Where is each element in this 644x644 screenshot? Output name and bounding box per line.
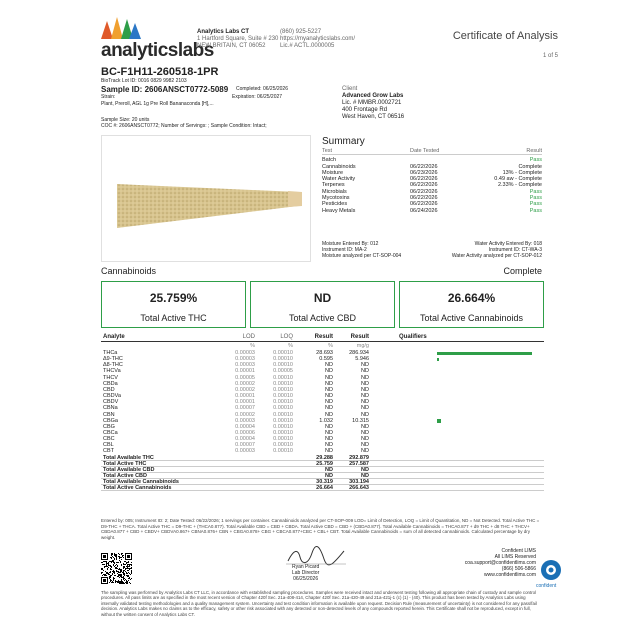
analyte-table-body: [101, 350, 544, 518]
analyte-mg: ND: [361, 393, 369, 400]
analyte-name: CBC: [103, 436, 115, 443]
total-cbd-value: ND: [313, 291, 332, 305]
analyte-result: 1.032: [319, 417, 333, 424]
wateract-instrument: Instrument ID: CT-WA-3: [488, 247, 542, 253]
analyte-result: ND: [325, 374, 333, 381]
analyte-result: ND: [325, 386, 333, 393]
qualifier-bar: [437, 358, 439, 362]
analyte-lod: 0.00006: [235, 429, 255, 436]
unit-mg: mg/g: [356, 343, 369, 349]
analyte-result: ND: [325, 423, 333, 430]
analyte-name: CBDa: [103, 380, 118, 387]
analyte-result: ND: [325, 429, 333, 436]
unit-result: %: [328, 343, 333, 349]
analyte-loq: 0.00010: [273, 356, 293, 363]
total-result: 29.288: [316, 454, 333, 461]
summary-result: Complete: [518, 163, 542, 170]
summary-result: Pass: [529, 201, 542, 208]
signer-title: Lab Director: [292, 570, 320, 576]
analyte-name: THCV: [103, 374, 118, 381]
summary-test: Batch: [322, 157, 337, 164]
confident-contact: [465, 548, 536, 578]
cannabinoids-status: Complete: [503, 266, 542, 276]
summary-result: Pass: [529, 195, 542, 202]
total-name: Total Active THC: [103, 460, 147, 467]
analyte-name: CBN: [103, 411, 115, 418]
analyte-lod: 0.00004: [235, 423, 255, 430]
summary-rows: [322, 157, 542, 214]
biotrack-lot: BioTrack Lot ID: 0016 0829 9982 2103: [101, 78, 187, 84]
lab-phone: (860) 925-5227: [280, 29, 322, 35]
summary-test: Moisture: [322, 169, 344, 176]
analyte-lod: 0.00004: [235, 436, 255, 443]
summary-result: Pass: [529, 157, 542, 164]
analyte-mg: ND: [361, 386, 369, 393]
analyte-lod: 0.00003: [235, 362, 255, 369]
confident-logo-icon: [540, 559, 562, 581]
analyte-result: ND: [325, 405, 333, 412]
batch-id: BC-F1H11-260518-1PR: [101, 66, 219, 78]
header-result-pct: Result: [314, 334, 333, 340]
analyte-name: CBT: [103, 448, 114, 455]
analyte-mg: 5.946: [355, 356, 369, 363]
logo-icon: [101, 17, 141, 39]
sample-id: Sample ID: 2606ANSCT0772-5089: [101, 85, 229, 94]
analyte-lod: 0.00003: [235, 356, 255, 363]
analyte-name: CBD: [103, 386, 115, 393]
analyte-name: CBGa: [103, 417, 118, 424]
analyte-mg: ND: [361, 442, 369, 449]
total-cannabinoids-label: Total Active Cannabinoids: [419, 313, 524, 323]
analyte-loq: 0.00010: [273, 411, 293, 418]
summary-header-test: Test: [322, 148, 333, 154]
analyte-name: CBNa: [103, 405, 118, 412]
lab-address-line1: 1 Hartford Square, Suite # 230: [197, 36, 279, 42]
lab-website[interactable]: https://myanalyticslabs.com/: [280, 36, 356, 42]
client-address-line1: 400 Frontage Rd: [342, 107, 388, 113]
analyte-mg: ND: [361, 448, 369, 455]
total-mg: 266.643: [349, 485, 369, 492]
header-result-mg: Result: [350, 334, 369, 340]
preroll-image: [102, 136, 312, 263]
total-mg: ND: [361, 473, 369, 479]
total-thc-value: 25.759%: [149, 291, 198, 305]
confident-email[interactable]: coa.support@confidentlims.com: [464, 560, 536, 566]
analyte-result: 28.693: [316, 350, 333, 356]
unit-loq: %: [288, 343, 293, 349]
analyte-name: CBDV: [103, 399, 119, 406]
total-cbd-box: [250, 281, 395, 328]
analyte-loq: 0.00010: [273, 448, 293, 455]
analyte-mg: ND: [361, 380, 369, 387]
confident-website[interactable]: www.confidentlims.com: [484, 572, 536, 578]
summary-result: Pass: [529, 207, 542, 214]
total-mg: 292.879: [349, 454, 369, 461]
analyte-loq: 0.00005: [273, 368, 293, 375]
total-thc-label: Total Active THC: [140, 313, 207, 323]
analyte-mg: ND: [361, 362, 369, 369]
analyte-lod: 0.00003: [235, 417, 255, 424]
summary-result: 2.33% - Complete: [497, 182, 542, 189]
total-row: [101, 485, 544, 491]
analyte-loq: 0.00010: [273, 399, 293, 406]
header-qualifiers: Qualifiers: [399, 334, 427, 340]
analyte-lod: 0.00002: [235, 386, 255, 393]
analyte-result: ND: [325, 380, 333, 387]
analyte-mg: ND: [361, 368, 369, 375]
analyte-name: CBL: [103, 442, 114, 449]
analyte-lod: 0.00002: [235, 380, 255, 387]
total-name: Total Available CBD: [103, 466, 155, 473]
summary-test: Water Activity: [322, 176, 356, 183]
analyte-result: 0.595: [319, 356, 333, 363]
document-title: Certificate of Analysis: [452, 30, 558, 42]
product-description: Plant, Preroll, AGL 1g Pre Roll Bananaconda [H],...: [101, 101, 214, 107]
analyte-result: ND: [325, 448, 333, 455]
client-label: Client: [342, 86, 358, 92]
summary-result: 0.49 aw - Complete: [494, 176, 542, 183]
signature-block: [292, 564, 319, 582]
client-address-line2: West Haven, CT 06516: [342, 114, 405, 120]
analyte-lod: 0.00003: [235, 350, 255, 356]
expiration-date: Expiration: 06/25/2027: [232, 94, 283, 100]
header-loq: LOQ: [280, 334, 293, 340]
lab-contact: [280, 29, 355, 50]
total-cbd-label: Total Active CBD: [288, 313, 357, 323]
summary-result: 13% - Complete: [502, 169, 542, 176]
total-result: 26.664: [316, 485, 333, 492]
summary-test: Microbials: [322, 188, 347, 195]
analyte-loq: 0.00010: [273, 405, 293, 412]
total-result: ND: [325, 466, 333, 473]
analyte-mg: 286.934: [349, 350, 369, 356]
wateract-method: Water Activity analyzed per CT-SOP-012: [451, 253, 542, 259]
analyte-lod: 0.00001: [235, 368, 255, 375]
header-lod: LOD: [242, 334, 255, 340]
summary-table: [322, 148, 542, 214]
analyte-loq: 0.00010: [273, 362, 293, 369]
total-thc-box: [101, 281, 246, 328]
summary-test: Cannabinoids: [322, 163, 356, 170]
analyte-mg: ND: [361, 399, 369, 406]
summary-test: Pesticides: [322, 201, 348, 208]
analyte-mg: ND: [361, 429, 369, 436]
signature-date: 06/25/2026: [293, 576, 319, 582]
analyte-result: ND: [325, 411, 333, 418]
total-name: Total Available Cannabinoids: [103, 479, 179, 486]
analyte-name: CBCa: [103, 429, 118, 436]
total-result: 30.319: [316, 479, 333, 486]
qualifier-bar: [437, 352, 532, 356]
analyte-mg: ND: [361, 436, 369, 443]
analyte-result: ND: [325, 362, 333, 369]
lab-license: Lic.# ACTL.0000005: [280, 43, 335, 49]
analyte-mg: ND: [361, 423, 369, 430]
summary-result: Pass: [529, 188, 542, 195]
analyte-result: ND: [325, 442, 333, 449]
analyte-units-row: [101, 343, 544, 349]
analyte-name: THCa: [103, 350, 118, 356]
summary-header-result: Result: [526, 148, 542, 154]
analyte-loq: 0.00010: [273, 436, 293, 443]
analyte-name: CBG: [103, 423, 115, 430]
analyte-name: Δ8-THC: [103, 362, 123, 369]
moisture-info: [322, 241, 401, 259]
analyte-loq: 0.00010: [273, 350, 293, 356]
moisture-instrument: Instrument ID: MA-2: [322, 247, 367, 253]
analyte-lod: 0.00003: [235, 448, 255, 455]
summary-test: Terpenes: [322, 182, 345, 189]
water-activity-info: [452, 241, 542, 259]
analyte-result: ND: [325, 399, 333, 406]
logo-wordmark: analyticslabs: [101, 40, 214, 61]
signer-name: Ryan Picard: [292, 564, 320, 570]
chain-of-custody: COC #: 2606ANSCT0772; Number of Servings: ; Sample Condition: Intact;: [101, 123, 267, 129]
lab-name: Analytics Labs CT: [197, 29, 250, 35]
summary-header: [322, 148, 542, 155]
client-info: [342, 86, 404, 121]
summary-date: 06/22/2026: [410, 182, 438, 189]
summary-date: 06/22/2026: [410, 188, 438, 195]
summary-title: Summary: [322, 136, 365, 147]
analyte-loq: 0.00010: [273, 374, 293, 381]
product-photo: [101, 135, 311, 262]
summary-date: 06/22/2026: [410, 201, 438, 208]
qualifier-bar: [437, 419, 441, 423]
confident-phone: (866) 506-5866: [501, 566, 536, 572]
analyte-loq: 0.00010: [273, 429, 293, 436]
total-name: Total Active Cannabinoids: [103, 485, 172, 492]
moisture-entered-by: Moisture Entered By: 012: [322, 241, 379, 247]
summary-date: 06/22/2026: [410, 176, 438, 183]
summary-date: 06/23/2026: [410, 169, 438, 176]
analyte-loq: 0.00010: [273, 380, 293, 387]
analyte-mg: ND: [361, 411, 369, 418]
analyte-loq: 0.00010: [273, 442, 293, 449]
summary-date: 06/22/2026: [410, 163, 438, 170]
analyte-lod: 0.00007: [235, 442, 255, 449]
total-mg: 303.194: [349, 479, 369, 486]
analyte-name: Δ9-THC: [103, 356, 123, 363]
analyte-loq: 0.00010: [273, 393, 293, 400]
analyte-lod: 0.00007: [235, 405, 255, 412]
confident-lims-label: Confident LIMS: [501, 548, 536, 554]
lab-info: [197, 29, 278, 50]
summary-header-date: Date Tested: [410, 148, 440, 154]
wateract-entered-by: Water Activity Entered By: 018: [474, 241, 542, 247]
summary-date: 06/24/2026: [410, 207, 438, 214]
total-cannabinoids-box: [399, 281, 544, 328]
disclaimer: The sampling was performed by Analytics Labs CT LLC, in accordance with established sampling procedures. Samples were received intact and underwent testing following all appropriate chain of custody and sample control procedures. All pass limits are as specified in the most recent version of Chapter 420f Sec. 21a-408-414, Chapter 420f Sec. 21a-420-49 and 21a-421j-1 (c) (1) - (40). This product has been tested by Analytics Labs using internally validated testing methodologies and a quality management system. Uncertainty and test condition information is available upon request. Decision Rule (measurement of uncertainty) is not considered for any pass/fail decision. Analytics Labs makes no claims as to the efficacy, safety or other risk associated with any detected or non-detected levels of any compounds reported herein. This Certificate shall not be reproduced, except in full, without the written consent of Analytics Labs CT.: [101, 590, 537, 617]
analyte-result: ND: [325, 393, 333, 400]
total-mg: ND: [361, 466, 369, 473]
unit-lod: %: [250, 343, 255, 349]
header-analyte: Analyte: [103, 334, 125, 340]
page-number: 1 of 5: [542, 53, 558, 59]
analyte-result: ND: [325, 368, 333, 375]
analyte-name: THCVa: [103, 368, 121, 375]
analyte-mg: ND: [361, 374, 369, 381]
total-mg: 257.587: [349, 460, 369, 467]
method-footnote: Entered by: 005; Instrument ID: 2; Date Tested: 06/22/2026; 1 servings per container. Cannabinoids analyzed per CT-SOP-009 LOD= Limit of Detection, LOQ = Limit of Quantitation, ND = Not Detected. Total Active THC = D9-THC + THCA. Total Active THC = D9-THC + (THCA0.877). Total Available CBD = CBD + CBDA. Total Active CBD = CBD + (CBDA0.877). Total Available Cannabinoids = THCA0.877 + d9 THC + d8 THC + THCV+ CBDA0.877 + CBD + CBDV+ CBDVA0.867+ CBNA0.876+ CBN + CBGA0.878+ CBG + CBCA0.877+CBC + CBL+ CBT. Total Available Cannabinoids = sum of all detected cannabinoids. Calculated percentage by dry weight.: [101, 518, 540, 540]
row-divider: [101, 490, 544, 491]
completed-date: Completed: 06/25/2026: [236, 86, 288, 92]
analyte-mg: ND: [361, 405, 369, 412]
analyte-loq: 0.00010: [273, 417, 293, 424]
analyte-name: CBDVa: [103, 393, 121, 400]
confident-rights: All LIMS Reserved: [494, 554, 536, 560]
analyte-lod: 0.00005: [235, 374, 255, 381]
total-result: 25.759: [316, 460, 333, 467]
total-cannabinoids-value: 26.664%: [447, 291, 496, 305]
summary-row: [322, 208, 542, 214]
strain-label: Strain:: [101, 94, 116, 100]
sample-size: Sample Size: 20 units: [101, 117, 150, 123]
analyte-loq: 0.00010: [273, 423, 293, 430]
analyte-lod: 0.00002: [235, 411, 255, 418]
analyte-lod: 0.00001: [235, 393, 255, 400]
total-name: Total Available THC: [103, 454, 154, 461]
analyte-table-header: [101, 333, 544, 342]
cannabinoids-title: Cannabinoids: [101, 266, 157, 276]
client-name: Advanced Grow Labs: [342, 93, 404, 99]
summary-test: Mycotoxins: [322, 195, 350, 202]
lab-address-line2: NEW BRITAIN, CT 06052: [197, 43, 266, 49]
client-license: Lic. # MMBR.0002721: [342, 100, 402, 106]
qr-code-icon[interactable]: [101, 553, 132, 584]
analyte-mg: 10.315: [352, 417, 369, 424]
analyte-loq: 0.00010: [273, 386, 293, 393]
summary-test: Heavy Metals: [322, 207, 356, 214]
total-name: Total Active CBD: [103, 473, 148, 479]
summary-date: 06/22/2026: [410, 195, 438, 202]
confident-brand: confident: [536, 583, 557, 589]
moisture-method: Moisture analyzed per CT-SOP-004: [322, 253, 402, 259]
analyte-lod: 0.00001: [235, 399, 255, 406]
total-result: ND: [325, 473, 333, 479]
analyte-result: ND: [325, 436, 333, 443]
